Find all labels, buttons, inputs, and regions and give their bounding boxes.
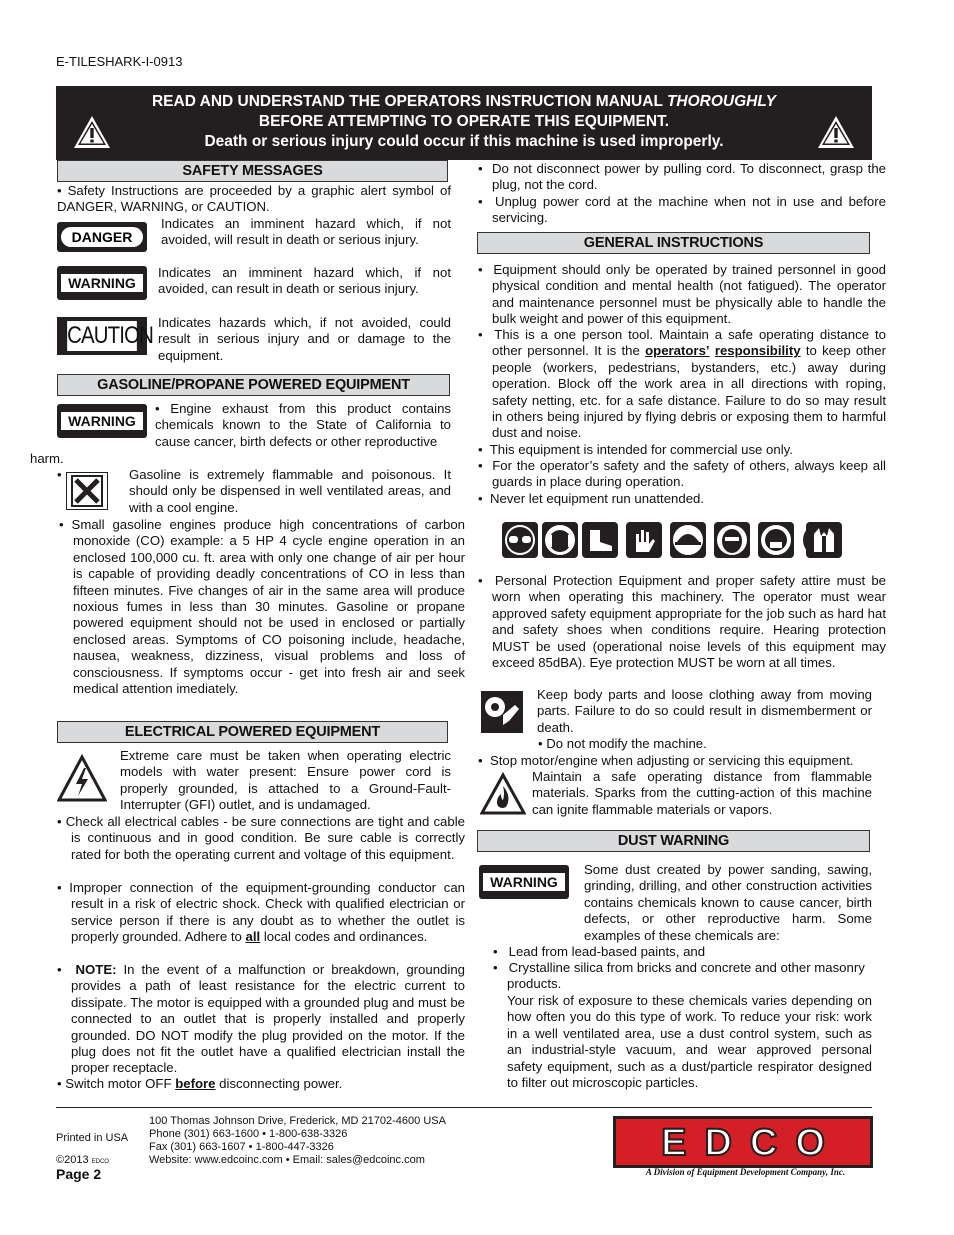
warning-description: Indicates an imminent hazard which, if not avoided, can result in death or serious injury. [158, 265, 451, 297]
hard-hat-icon [670, 522, 706, 558]
unplug-text: Unplug power cord at the machine when not in use and before servicing. [492, 194, 886, 226]
banner-line1: READ AND UNDERSTAND THE OPERATORS INSTRUCTION MANUAL [151, 93, 667, 110]
respirator-icon [758, 522, 794, 558]
page-number: Page 2 [56, 1166, 102, 1182]
note-label: NOTE: [75, 962, 117, 977]
edco-tagline: A Division of Equipment Development Company, Inc. [645, 1167, 846, 1177]
carbon-monoxide-text: • Small gasoline engines produce high concentrations of carbon monoxide (CO) example: a 5 HP 4 cycle engine operation in an enclosed 100,000 cu. ft. area with only one change of air per hour is capable of providing deadly concentrations of CO in less than fifteen minutes. Five changes of air in the same area will produce noxious fumes in less than 30 minutes. Gasoline or propane powered equipment should not be used in enclosed or partially enclosed areas. Symptoms of CO poisoning include, headache, nausea, weakness, dizziness, visual problems and loss of consciousness. If symptoms occur - get into fresh air and seek medical attention imediately. [59, 517, 465, 697]
modify-text: • Do not modify the machine. [538, 736, 707, 751]
danger-label: DANGER [71, 229, 133, 245]
fire-text: Maintain a safe operating distance from flammable materials. Sparks from the cutting-action of this machine can ignite flammable materials or vapors. [532, 769, 872, 817]
electric-water-warning: Extreme care must be taken when operating electric models with water present: Ensure power cord is properly grounded, is attached to a Ground-Fault-Interrupter (GFI) outlet, and is undamaged. [120, 748, 451, 813]
warning-banner [56, 86, 872, 160]
warning-label-icon [479, 865, 569, 899]
caution-label-icon [57, 317, 153, 355]
grounding-text-all: all [245, 929, 261, 945]
safety-boot-icon [582, 522, 618, 558]
banner-thoroughly: THOROUGHLY [666, 93, 777, 110]
ppe-text: • Personal Protection Equipment and proper safety attire must be worn when operating this machinery. The operator must wear approved safety equipment appropriate for the job such as hard hat and safety shoes when conditions require. Hearing protection MUST be used (operational noise levels of this equipment may exceed 85dBA). Eye protection MUST be worn at all times. [478, 573, 886, 671]
printed-in-usa: Printed in USA [56, 1132, 129, 1144]
footer-address [149, 1115, 446, 1167]
goggles-icon [502, 522, 538, 558]
danger-description: Indicates an imminent hazard which, if not avoided, will result in death or serious injury. [161, 216, 451, 248]
electric-shock-icon [57, 754, 107, 804]
edco-logo-text: EDCO [661, 1122, 843, 1164]
switch-off-b: disconnecting power. [215, 1076, 343, 1091]
general-bullet-2-b: to keep other people (workers, pedestrians, bystanders, etc.) away during operation. Block off the work area in all directions with roping, safety netting, etc. for a safe distance. Failure to do so may result in others being injured by flying debris or exposing them to harmful dust and noise. [492, 343, 886, 441]
banner-line2: BEFORE ATTEMPTING TO OPERATE THIS EQUIPMENT. [258, 113, 670, 130]
grounding-text-a: • Improper connection of the equipment-grounding conductor can result in a risk of electric shock. Check with qualified electrician or service person if there is any doubt as to whether the outlet is properly grounded. Adhere to [57, 880, 465, 945]
web-email-line: Website: www.edcoinc.com • Email: sales@edcoinc.com [149, 1154, 425, 1166]
fax-line: Fax (301) 663-1607 • 1-800-447-3326 [149, 1141, 334, 1153]
grounding-text [57, 880, 465, 946]
ppe-text-body: Personal Protection Equipment and proper safety attire must be worn when operating this machinery. The operator must wear approved safety equipment appropriate for the job such as hard hat and safety shoes when conditions require. Hearing protection MUST be used (operational noise levels of this equipment may exceed 85dBA). Eye protection MUST be worn at all times. [492, 573, 886, 671]
section-heading-gasoline: GASOLINE/PROPANE POWERED EQUIPMENT [57, 374, 450, 396]
footer-divider [56, 1107, 872, 1108]
section-heading-electrical: ELECTRICAL POWERED EQUIPMENT [57, 721, 448, 743]
general-bullet-2-a: This is a one person tool. Maintain a safe operating distance to other personnel. It is the [492, 327, 886, 359]
general-bullet-2: • This is a one person tool. Maintain a safe operating distance to other personnel. It is the operators’ responsibility to keep other people (workers, pedestrians, bystanders, etc.) away during operation. Block off the work area in all directions with roping, safety netting, etc. for a safe distance. Failure to do so may result in others being injured by flying debris or exposing them to harmful dust and noise. [478, 327, 886, 441]
general-bullet-1-text: Equipment should only be operated by trained personnel in good physical condition and mental health (not fatigued). The operator and maintenance personnel must be physically able to handle the bulk weight and power of this equipment. [492, 262, 886, 327]
general-bullet-4-text: For the operator’s safety and the safety of others, always keep all guards in place during operation. [492, 458, 886, 490]
right-bullet-unplug: • Unplug power cord at the machine when not in use and before servicing. [478, 194, 886, 226]
poison-flammable-icon [66, 472, 108, 510]
general-bullet-3-text: This equipment is intended for commercial use only. [489, 442, 793, 457]
gas-exhaust-warning: • Engine exhaust from this product contains chemicals known to the State of California to cause cancer, birth defects or other reproductive [155, 401, 451, 449]
section-heading-dust: DUST WARNING [477, 830, 870, 852]
general-bullet-4: • For the operator’s safety and the safety of others, always keep all guards in place during operation. [478, 458, 886, 490]
switch-off-a: • Switch motor OFF [57, 1076, 176, 1091]
general-bullet-5-text: Never let equipment run unattended. [489, 491, 705, 506]
operators-underline: operators’ [645, 343, 710, 359]
stop-motor-text: • Stop motor/engine when adjusting or servicing this equipment. [478, 753, 854, 768]
general-bullet-5: • Never let equipment run unattended. [478, 491, 705, 506]
switch-off-text [57, 1076, 451, 1092]
face-shield-icon [714, 522, 750, 558]
warning-label: WARNING [61, 274, 143, 292]
section-heading-general: GENERAL INSTRUCTIONS [477, 232, 870, 254]
warning-label-icon [57, 266, 147, 300]
copyright-owner: EDCO [91, 1159, 109, 1165]
dust-warning-label: WARNING [483, 873, 565, 891]
entanglement-hazard-icon [481, 691, 523, 733]
general-bullet-1: • Equipment should only be operated by trained personnel in good physical condition and mental health (not fatigued). The operator and maintenance personnel must be physically able to handle the bulk weight and power of this equipment. [478, 262, 886, 327]
address-line: 100 Thomas Johnson Drive, Frederick, MD 21702-4600 USA [149, 1115, 446, 1127]
gloves-icon [626, 522, 662, 558]
dust-risk-text: Your risk of exposure to these chemicals varies depending on how often you do this type of work. To reduce your risk: work in a well ventilated area, use a dust control system, such as an industrial-style vacuum, and wear approved personal safety equipment, such as a dust/particle respirator designed to filter out microscopic particles. [507, 993, 872, 1091]
dust-bullet-silica-text: Crystalline silica from bricks and concrete and other masonry products. [507, 960, 865, 992]
general-bullet-3: • This equipment is intended for commercial use only. [478, 442, 793, 457]
fire-hazard-icon [480, 772, 526, 816]
danger-label-icon [57, 222, 147, 252]
electric-cables-text: • Check all electrical cables - be sure connections are tight and cable is continuous and in good condition. Be sure cable is correctly rated for both the operating current and voltage of this equipment. [57, 814, 465, 862]
caution-description: Indicates hazards which, if not avoided, could result in serious injury and or damage to the equipment. [158, 315, 451, 363]
copyright-year: ©2013 [56, 1154, 89, 1166]
ear-protection-icon [542, 522, 578, 558]
stop-motor-body: Stop motor/engine when adjusting or servicing this equipment. [489, 753, 854, 768]
edco-logo [613, 1116, 873, 1168]
dust-bullet-silica: • Crystalline silica from bricks and concrete and other masonry products. [493, 960, 865, 992]
bullet: • [57, 467, 62, 482]
gas-exhaust-warning-end: harm. [30, 451, 64, 466]
banner-line3: Death or serious injury could occur if this machine is used improperly. [204, 133, 724, 150]
ppe-icon-row [502, 522, 842, 559]
responsibility-underline: responsibility [714, 343, 801, 359]
document-id: E-TILESHARK-I-0913 [56, 54, 183, 69]
alert-triangle-icon [72, 114, 112, 150]
safety-vest-icon [806, 522, 842, 558]
right-bullet-disconnect: • Do not disconnect power by pulling cord. To disconnect, grasp the plug, not the cord. [478, 161, 886, 193]
dust-warning-text: Some dust created by power sanding, sawing, grinding, drilling, and other construction activities contains chemicals known to cause cancer, birth defects, or other reproductive harm. Some examples of these chemicals are: [584, 862, 872, 943]
dust-bullet-lead-text: Lead from lead-based paints, and [508, 944, 706, 959]
section-heading-safety: SAFETY MESSAGES [57, 160, 448, 182]
switch-off-before: before [175, 1076, 216, 1091]
gas-warning-label: WARNING [61, 412, 143, 430]
banner-text [126, 92, 802, 152]
note-body: In the event of a malfunction or breakdown, grounding provides a path of least resistance for the electric current to dissipate. The motor is equipped with a grounded plug and must be connected to an outlet that is properly installed and properly grounded. DO NOT modify the plug provided on the motor. If the plug does not fit the outlet have a qualified electrician install the proper receptacle. [71, 962, 465, 1076]
note-text: • NOTE: In the event of a malfunction or breakdown, grounding provides a path of least resistance for the electric current to dissipate. The motor is equipped with a grounded plug and must be connected to an outlet that is properly installed and properly grounded. DO NOT modify the plug provided on the motor. If the plug does not fit the outlet have a qualified electrician install the proper receptacle. [57, 962, 465, 1076]
disconnect-text: Do not disconnect power by pulling cord. To disconnect, grasp the plug, not the cord. [491, 161, 886, 193]
dust-bullet-lead: • Lead from lead-based paints, and [493, 944, 706, 959]
caution-label: CAUTION [67, 322, 153, 349]
phone-line: Phone (301) 663-1600 • 1-800-638-3326 [149, 1128, 348, 1140]
safety-intro: • Safety Instructions are proceeded by a graphic alert symbol of DANGER, WARNING, or CAUTION. [57, 183, 451, 215]
alert-triangle-icon [816, 114, 856, 150]
warning-label-icon [57, 404, 147, 438]
gasoline-flammable-text: Gasoline is extremely flammable and poisonous. It should only be dispensed in well ventilated areas, and with a cool engine. [129, 467, 451, 515]
entanglement-text: Keep body parts and loose clothing away from moving parts. Failure to do so could result in dismemberment or death. [537, 687, 872, 735]
grounding-text-b: local codes and ordinances. [260, 929, 428, 945]
